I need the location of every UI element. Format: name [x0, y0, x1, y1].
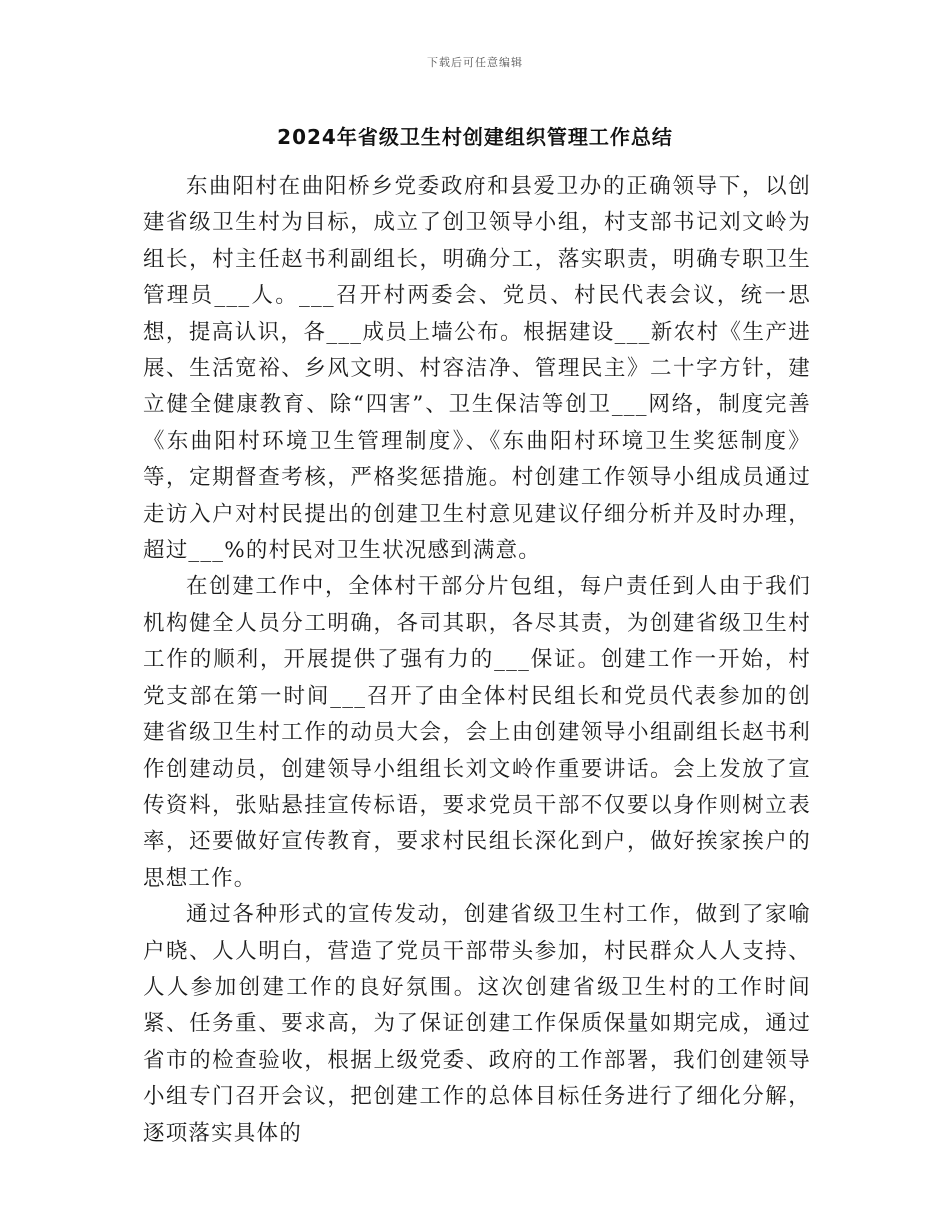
download-note: 下载后可任意编辑	[427, 56, 523, 69]
paragraph-2: 在创建工作中，全体村干部分片包组，每户责任到人由于我们机构健全人员分工明确，各司其职，各尽其责，为创建省级卫生村工作的顺利，开展提供了强有力的___保证。创建工作一开始，村党支部在第一时间___召开了由全体村民组长和党员代表参加的创建省级卫生村工作的动员大会，会上由创建领导小组副组长赵书利作创建动员，创建领导小组组长刘文岭作重要讲话。会上发放了宣传资料，张贴悬挂宣传标语，要求党员干部不仅要以身作则树立表率，还要做好宣传教育，要求村民组长深化到户，做好挨家挨户的思想工作。	[143, 574, 811, 891]
document-title: 2024年省级卫生村创建组织管理工作总结	[277, 125, 673, 149]
paragraph-1: 东曲阳村在曲阳桥乡党委政府和县爱卫办的正确领导下，以创建省级卫生村为目标，成立了创卫领导小组，村支部书记刘文岭为组长，村主任赵书利副组长，明确分工，落实职责，明确专职卫生管理员___人。___召开村两委会、党员、村民代表会议，统一思想，提高认识，各___成员上墙公布。根据建设___新农村《生产进展、生活宽裕、乡风文明、村容洁净、管理民主》二十字方针，建立健全健康教育、除“四害”、卫生保洁等创卫___网络，制度完善《东曲阳村环境卫生管理制度》、《东曲阳村环境卫生奖惩制度》等，定期督查考核，严格奖惩措施。村创建工作领导小组成员通过走访入户对村民提出的创建卫生村意见建议仔细分析并及时办理，超过___%的村民对卫生状况感到满意。	[143, 174, 811, 564]
paragraph-3: 通过各种形式的宣传发动，创建省级卫生村工作，做到了家喻户晓、人人明白，营造了党员干部带头参加，村民群众人人支持、人人参加创建工作的良好氛围。这次创建省级卫生村的工作时间紧、任务重、要求高，为了保证创建工作保质保量如期完成，通过省市的检查验收，根据上级党委、政府的工作部署，我们创建领导小组专门召开会议，把创建工作的总体目标任务进行了细化分解，逐项落实具体的	[143, 902, 811, 1146]
document-body	[143, 169, 811, 1152]
